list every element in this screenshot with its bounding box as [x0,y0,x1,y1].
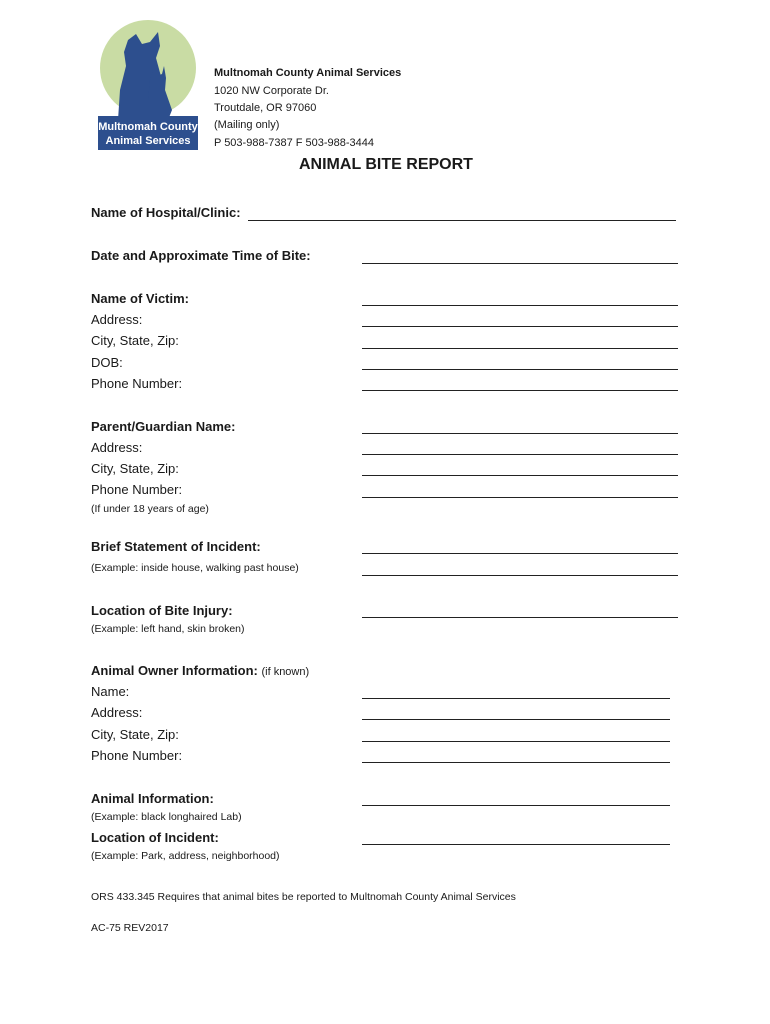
guardian-city-field[interactable] [362,475,678,476]
statement-field-2[interactable] [362,575,678,576]
animal-info-label: Animal Information: [91,791,214,806]
victim-phone-label: Phone Number: [91,376,183,391]
owner-address-field[interactable] [362,719,670,720]
owner-address-label: Address: [91,705,143,720]
multnomah-county-animal-services-logo [98,20,198,150]
victim-dob-field[interactable] [362,369,678,370]
owner-qualifier: (if known) [261,666,310,678]
victim-city-field[interactable] [362,348,678,349]
injury-field[interactable] [362,617,678,618]
mailing-note: (Mailing only) [214,119,280,131]
street-address: 1020 NW Corporate Dr. [214,85,329,97]
injury-label: Location of Bite Injury: [91,603,233,618]
form-title: ANIMAL BITE REPORT [299,156,473,173]
owner-label [91,663,309,678]
victim-name-field[interactable] [362,305,678,306]
victim-dob-label: DOB: [91,355,123,370]
incident-location-field[interactable] [362,844,670,845]
logo-text-line1: Multnomah County [98,121,198,133]
owner-phone-field[interactable] [362,762,670,763]
animal-info-example: (Example: black longhaired Lab) [91,811,242,823]
statement-example: (Example: inside house, walking past house) [91,562,299,574]
guardian-name-label: Parent/Guardian Name: [91,419,236,434]
victim-phone-field[interactable] [362,390,678,391]
hospital-field[interactable] [248,220,676,221]
owner-name-label: Name: [91,684,130,699]
org-name: Multnomah County Animal Services [214,67,402,79]
owner-name-field[interactable] [362,698,670,699]
statement-label: Brief Statement of Incident: [91,539,261,554]
owner-city-label: City, State, Zip: [91,727,179,742]
bite-time-field[interactable] [362,263,678,264]
animal-info-field[interactable] [362,805,670,806]
phone-fax: P 503-988-7387 F 503-988-3444 [214,137,375,149]
victim-address-label: Address: [91,312,143,327]
city-address: Troutdale, OR 97060 [214,102,317,114]
victim-address-field[interactable] [362,326,678,327]
guardian-city-label: City, State, Zip: [91,461,179,476]
guardian-note: (If under 18 years of age) [91,503,209,515]
guardian-address-label: Address: [91,440,143,455]
victim-city-label: City, State, Zip: [91,333,179,348]
guardian-address-field[interactable] [362,454,678,455]
logo-text-line2: Animal Services [105,135,191,147]
ors-statement: ORS 433.345 Requires that animal bites be reported to Multnomah County Animal Services [91,891,516,903]
owner-label-text: Animal Owner Information: [91,663,258,678]
guardian-name-field[interactable] [362,433,678,434]
owner-phone-label: Phone Number: [91,748,183,763]
bite-time-label: Date and Approximate Time of Bite: [91,248,311,263]
owner-city-field[interactable] [362,741,670,742]
incident-location-label: Location of Incident: [91,830,219,845]
incident-location-example: (Example: Park, address, neighborhood) [91,850,280,862]
victim-name-label: Name of Victim: [91,291,190,306]
guardian-phone-field[interactable] [362,497,678,498]
hospital-label: Name of Hospital/Clinic: [91,205,241,220]
statement-field-1[interactable] [362,553,678,554]
form-id: AC-75 REV2017 [91,922,169,934]
injury-example: (Example: left hand, skin broken) [91,623,245,635]
guardian-phone-label: Phone Number: [91,482,183,497]
